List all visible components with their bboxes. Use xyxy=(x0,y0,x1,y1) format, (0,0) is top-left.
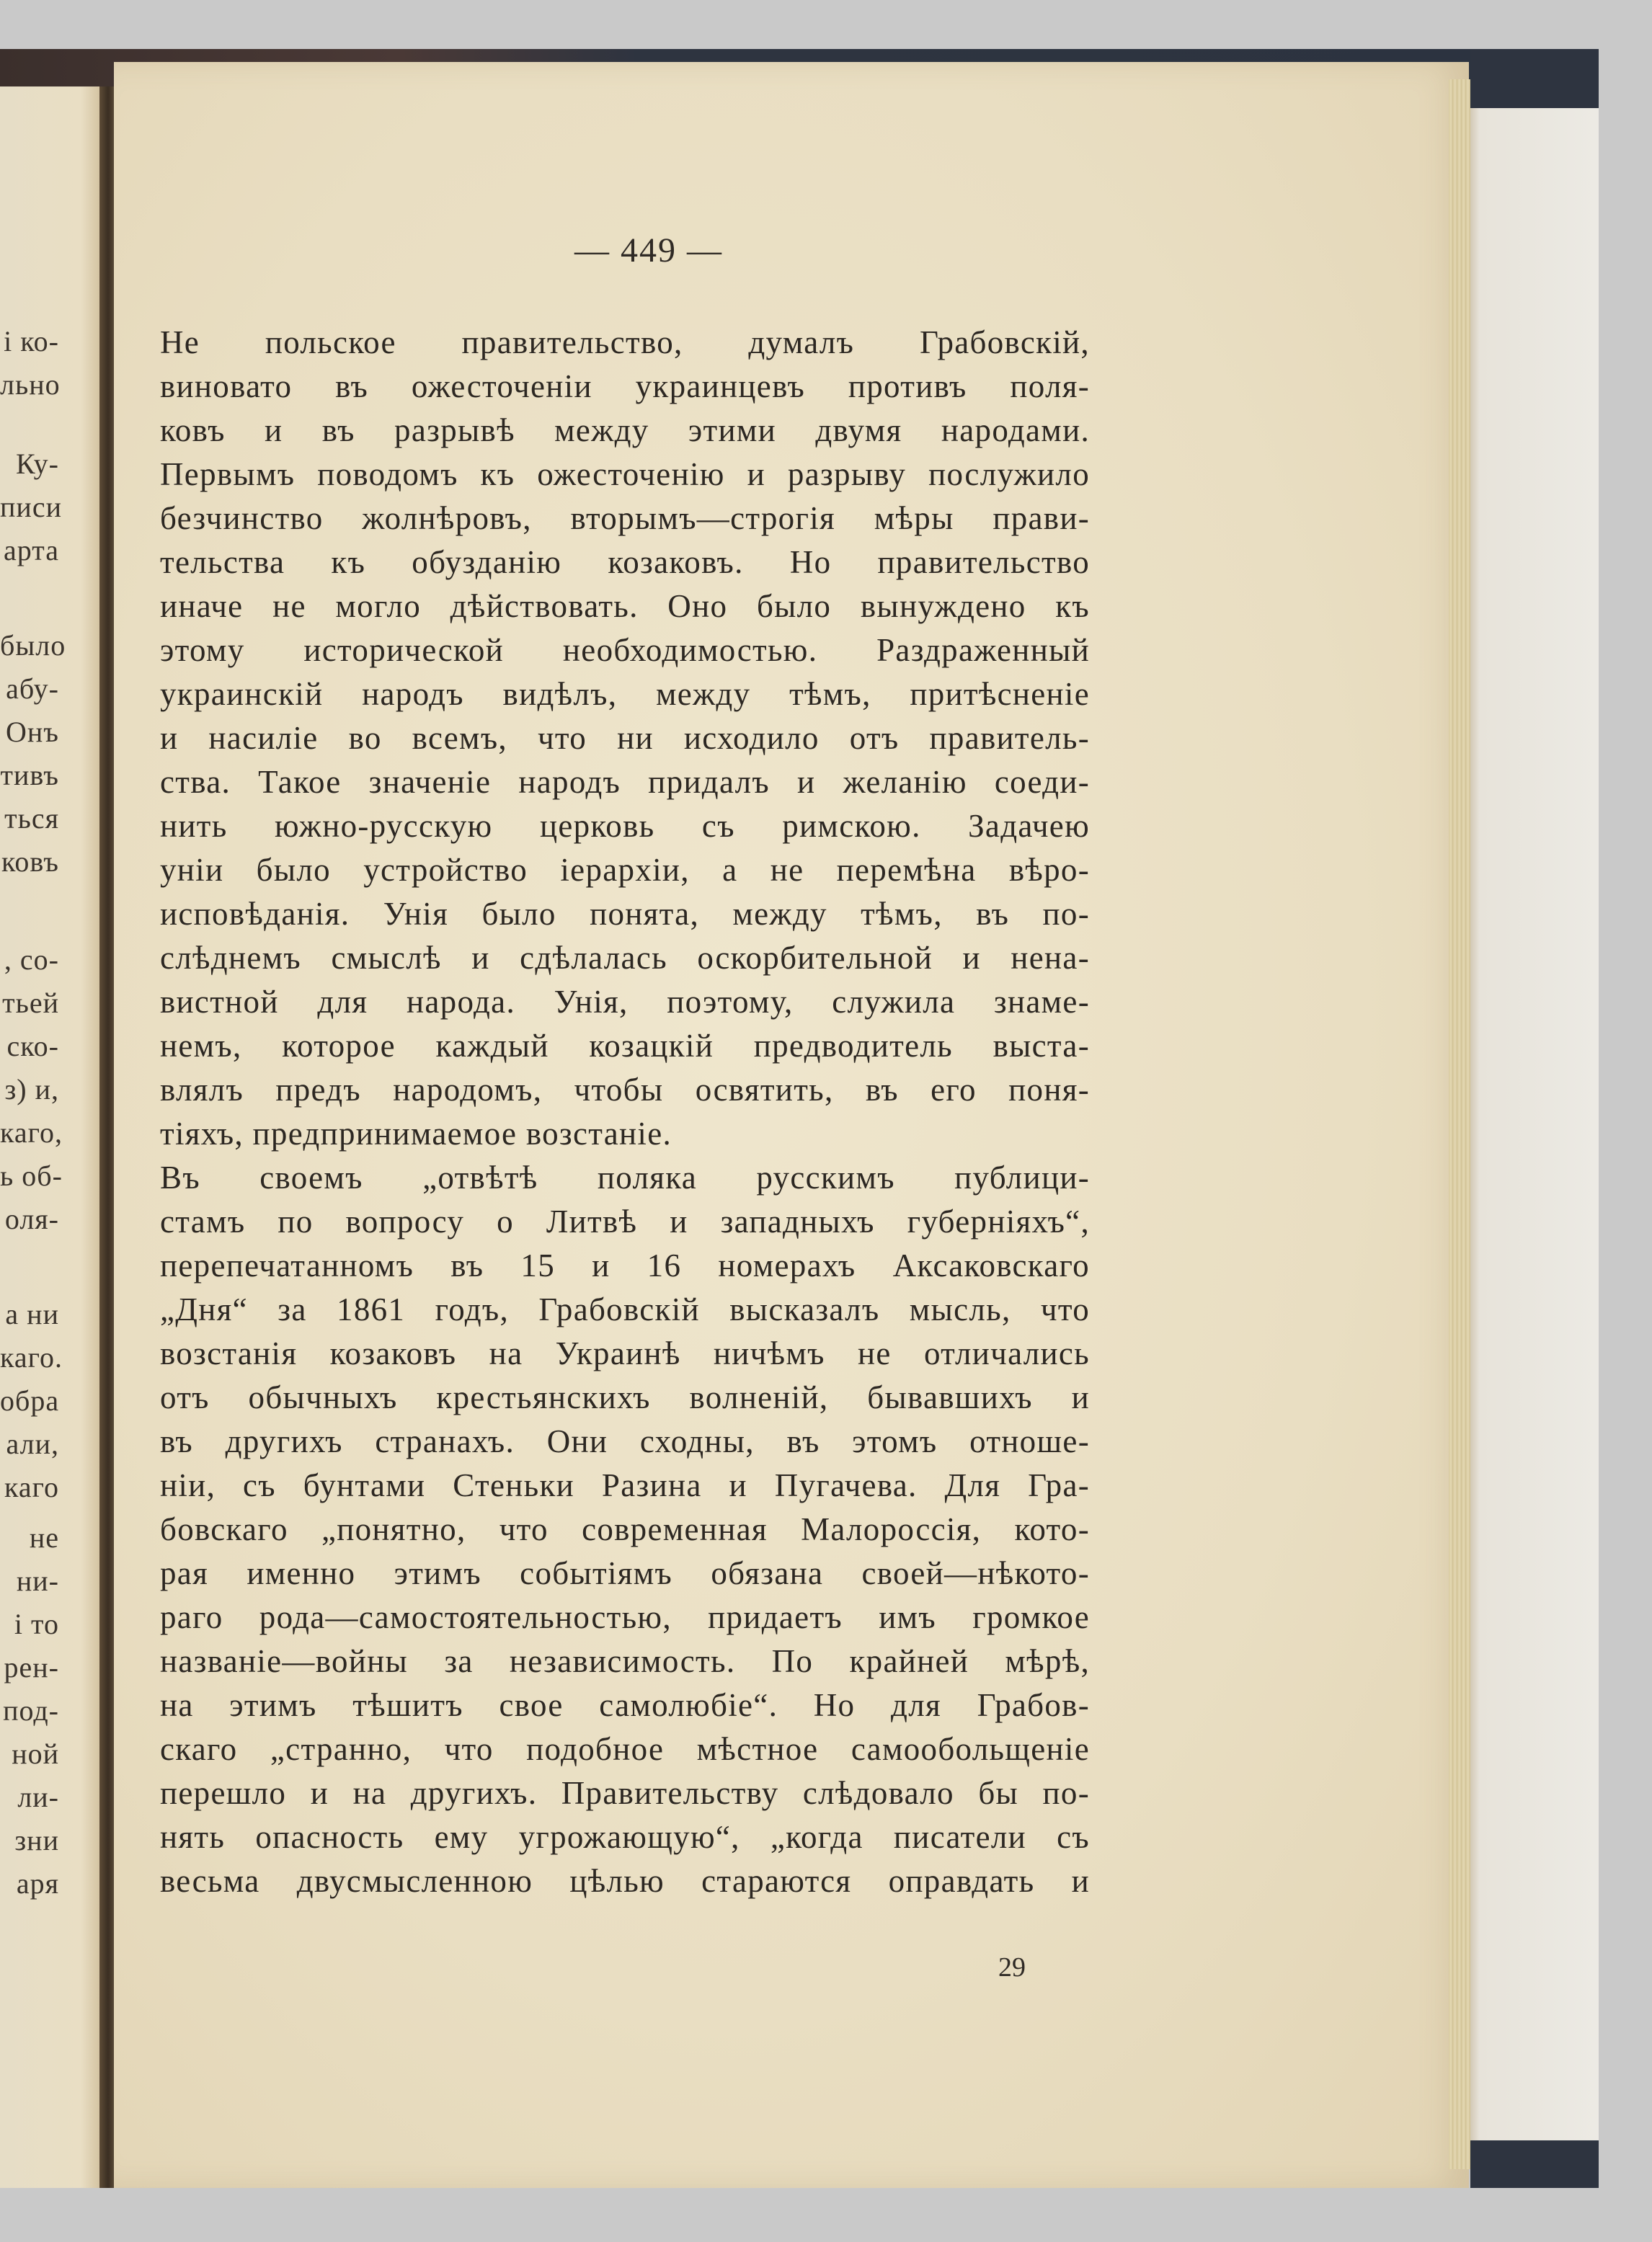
text-line: тіяхъ, предпринимаемое возстаніе. xyxy=(160,1116,672,1152)
facing-fragment: ско- xyxy=(6,1030,59,1062)
facing-fragment: каго xyxy=(4,1471,59,1503)
text-line: украинскій народъ видѣлъ, между тѣмъ, притѣсненіе xyxy=(160,676,1090,712)
text-line: Не польское правительство, думалъ Грабовскій, xyxy=(160,324,1090,360)
endpaper-right xyxy=(1463,108,1599,2140)
text-line: Въ своемъ „отвѣтѣ поляка русскимъ публици- xyxy=(160,1160,1090,1196)
facing-fragment: ться xyxy=(4,802,59,835)
facing-fragment: абу- xyxy=(6,672,59,705)
facing-fragment: , со- xyxy=(4,943,59,976)
facing-fragment: каго. xyxy=(0,1341,63,1374)
body-text xyxy=(160,321,1090,1903)
facing-fragment: льно xyxy=(0,368,61,401)
page-number-header: — 449 — xyxy=(574,231,723,270)
text-line: раго рода—самостоятельностью, придаетъ имъ громкое xyxy=(160,1599,1090,1635)
text-line: въ другихъ странахъ. Они сходны, въ этомъ отноше- xyxy=(160,1423,1090,1459)
text-line: иначе не могло дѣйствовать. Оно было вынуждено къ xyxy=(160,588,1090,624)
printer-signature: 29 xyxy=(998,1952,1026,1983)
facing-fragment: было xyxy=(0,629,66,662)
facing-fragment: ной xyxy=(12,1738,59,1770)
text-line: скаго „странно, что подобное мѣстное самообольщеніе xyxy=(160,1731,1090,1767)
text-line: тельства къ обузданію козаковъ. Но правительство xyxy=(160,544,1090,580)
text-line: перепечатанномъ въ 15 и 16 номерахъ Аксаковскаго xyxy=(160,1247,1090,1284)
facing-fragment: арта xyxy=(4,534,59,566)
text-line: и насиліе во всемъ, что ни исходило отъ правитель- xyxy=(160,720,1090,756)
text-line: ніи, съ бунтами Стеньки Разина и Пугачева. Для Гра- xyxy=(160,1467,1090,1503)
page-edges xyxy=(1449,79,1470,2169)
facing-fragment: али, xyxy=(6,1428,59,1460)
facing-fragment: і то xyxy=(14,1608,59,1640)
facing-fragment: под- xyxy=(3,1694,59,1727)
facing-fragment: не xyxy=(29,1521,59,1554)
facing-fragment: обра xyxy=(0,1384,60,1417)
text-line: безчинство жолнѣровъ, вторымъ—строгія мѣры прави- xyxy=(160,500,1090,536)
text-line: уніи было устройство іерархіи, а не перемѣна вѣро- xyxy=(160,852,1090,888)
text-line: исповѣданія. Унія было понята, между тѣмъ, въ по- xyxy=(160,896,1090,932)
text-line: влялъ предъ народомъ, чтобы освятить, въ его поня- xyxy=(160,1072,1090,1108)
facing-fragment: писи xyxy=(0,491,62,523)
facing-fragment: ковъ xyxy=(1,845,59,878)
facing-fragment: Онъ xyxy=(6,716,59,748)
text-line: стамъ по вопросу о Литвѣ и западныхъ губерніяхъ“, xyxy=(160,1204,1090,1240)
text-line: слѣднемъ смыслѣ и сдѣлалась оскорбительной и нена- xyxy=(160,940,1090,976)
text-line: виновато въ ожесточеніи украинцевъ противъ поля- xyxy=(160,368,1090,404)
text-line: возстанія козаковъ на Украинѣ ничѣмъ не отличались xyxy=(160,1335,1090,1371)
text-line: нить южно-русскую церковь съ римскою. Задачею xyxy=(160,808,1090,844)
facing-fragment: ли- xyxy=(17,1781,59,1813)
text-line: названіе—войны за независимость. По крайней мѣрѣ, xyxy=(160,1643,1090,1679)
facing-fragment: тьей xyxy=(2,987,59,1019)
text-line: бовскаго „понятно, что современная Малороссія, кото- xyxy=(160,1511,1090,1547)
facing-fragment: каго, xyxy=(0,1116,63,1149)
facing-fragment: з) и, xyxy=(4,1073,59,1106)
facing-fragment: і ко- xyxy=(4,325,59,357)
facing-fragment: оля- xyxy=(4,1203,59,1235)
facing-fragment: тивъ xyxy=(0,759,59,791)
text-line: перешло и на другихъ. Правительству слѣдовало бы по- xyxy=(160,1775,1090,1811)
facing-fragment: а ни xyxy=(5,1298,59,1330)
text-line: рая именно этимъ событіямъ обязана своей—нѣкото- xyxy=(160,1555,1090,1591)
text-line: ковъ и въ разрывѣ между этими двумя народами. xyxy=(160,412,1090,448)
facing-fragment: ни- xyxy=(16,1565,59,1597)
text-line: этому исторической необходимостью. Раздраженный xyxy=(160,632,1090,668)
text-line: Первымъ поводомъ къ ожесточенію и разрыву послужило xyxy=(160,456,1090,492)
text-line: ства. Такое значеніе народъ придалъ и желанію соеди- xyxy=(160,764,1090,800)
facing-fragment: рен- xyxy=(4,1651,59,1683)
text-line: отъ обычныхъ крестьянскихъ волненій, бывавшихъ и xyxy=(160,1379,1090,1415)
facing-fragment: аря xyxy=(16,1867,59,1900)
facing-fragment: Ку- xyxy=(16,448,59,480)
text-line: на этимъ тѣшитъ свое самолюбіе“. Но для Грабов- xyxy=(160,1687,1090,1723)
text-line: вистной для народа. Унія, поэтому, служила знаме- xyxy=(160,984,1090,1020)
text-line: немъ, которое каждый козацкій предводитель выста- xyxy=(160,1028,1090,1064)
text-line: весьма двусмысленною цѣлью стараются оправдать и xyxy=(160,1863,1090,1899)
facing-fragment: зни xyxy=(14,1824,59,1856)
text-line: нять опасность ему угрожающую“, „когда писатели съ xyxy=(160,1819,1090,1855)
facing-page xyxy=(0,86,115,2188)
text-line: „Дня“ за 1861 годъ, Грабовскій высказалъ мысль, что xyxy=(160,1291,1090,1327)
facing-fragment: ь об- xyxy=(0,1160,63,1192)
background-strip-bottom xyxy=(0,2188,1652,2242)
